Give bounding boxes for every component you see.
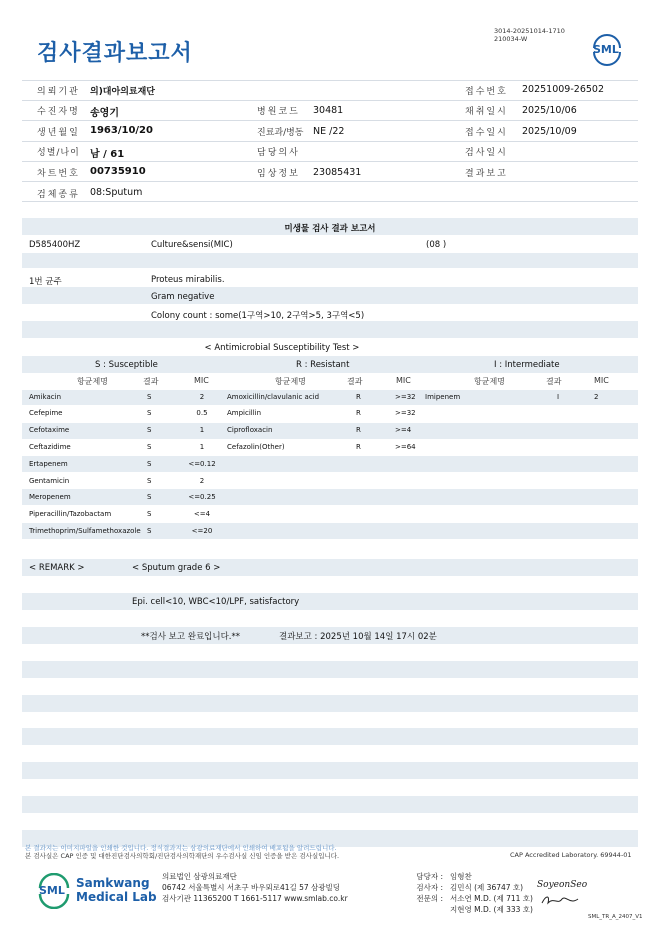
- ast-row-result: S: [147, 510, 152, 518]
- col-result-2: 결과: [347, 377, 363, 386]
- dob-label: 생년월일: [37, 128, 80, 138]
- col-drug-2: 항균제명: [275, 377, 306, 386]
- signature-scribble: [540, 892, 580, 911]
- org-address: 06742 서울특별시 서초구 바우뫼로41길 57 삼광빌딩: [162, 883, 341, 892]
- brand-line1: Samkwang: [76, 876, 150, 890]
- org-info: [162, 871, 348, 904]
- col-drug-1: 항균제명: [77, 377, 108, 386]
- ast-row-mic: <=4: [193, 510, 211, 518]
- clinical-label: 임상정보: [257, 169, 300, 179]
- org-name: 의료법인 삼광의료재단: [162, 872, 237, 881]
- specialist-name-1: 서소연 M.D. (제 711 호): [450, 894, 533, 903]
- ast-row-drug: Ciprofloxacin: [227, 426, 273, 434]
- ast-row-result: I: [557, 393, 560, 401]
- ast-row-drug: Ertapenem: [29, 460, 68, 468]
- document-id: [494, 27, 565, 43]
- ast-row-drug: Amikacin: [29, 393, 62, 401]
- ast-row-result: S: [147, 493, 152, 501]
- clinical-value: 23085431: [313, 167, 362, 178]
- signature-specialist: SoyeonSeo: [537, 880, 588, 890]
- test-specimen-code: (08 ): [426, 240, 447, 250]
- ast-row-result: S: [147, 426, 152, 434]
- ast-row-mic: 2: [199, 477, 205, 485]
- brand-line2: Medical Lab: [76, 890, 157, 904]
- requester-value: 의)대아의료재단: [90, 87, 155, 97]
- ast-row-result: R: [356, 409, 361, 417]
- brand-name: [76, 876, 157, 904]
- legend-resistant: R : Resistant: [296, 360, 350, 370]
- colony-count: Colony count : some(1구역>10, 2구역>5, 3구역<5): [151, 311, 365, 321]
- col-mic-1: MIC: [194, 376, 209, 385]
- ast-row-mic: >=32: [395, 409, 416, 417]
- exam-date-label: 검사일시: [465, 148, 508, 158]
- hospital-code-label: 병원코드: [257, 107, 300, 117]
- notice-image-print: 본 결과지는 이미지파일을 인쇄한 것입니다. 정식결과지는 삼광의료재단에서 인쇄하여 배포됨을 알려드립니다.: [25, 844, 337, 852]
- micro-section-title: 미생물 검사 결과 보고서: [284, 224, 376, 234]
- requester-label: 의뢰기관: [37, 87, 80, 97]
- form-code: SML_TR_A_2407_V1: [588, 914, 643, 920]
- ast-row-mic: >=32: [395, 393, 416, 401]
- sml-footer-logo: [36, 873, 72, 909]
- test-code: D585400HZ: [29, 240, 81, 250]
- ast-row-drug: Cefazolin(Other): [227, 443, 285, 451]
- sml-footer-logo-text: SML: [39, 884, 65, 897]
- ast-row-result: R: [356, 443, 361, 451]
- receipt-no-value: 20251009-26502: [522, 84, 605, 95]
- ast-row-drug: Trimethoprim/Sulfamethoxazole: [29, 527, 141, 535]
- ast-title: < Antimicrobial Susceptibility Test >: [204, 343, 360, 353]
- ast-row-result: R: [356, 393, 361, 401]
- ast-row-mic: >=4: [395, 426, 412, 434]
- specimen-value: 08:Sputum: [90, 187, 143, 198]
- chart-label: 차트번호: [37, 169, 80, 179]
- legend-intermediate: I : Intermediate: [494, 360, 560, 370]
- patient-label: 수진자명: [37, 107, 80, 117]
- ast-row-mic: <=20: [191, 527, 213, 535]
- ast-row-result: S: [147, 409, 152, 417]
- ast-row-result: S: [147, 477, 152, 485]
- ast-row-mic: <=0.25: [188, 493, 216, 501]
- ast-row-mic: 1: [199, 443, 205, 451]
- ast-row-drug: Gentamicin: [29, 477, 70, 485]
- dept-value: NE /22: [313, 126, 345, 137]
- ast-row-drug: Imipenem: [425, 393, 461, 401]
- specialist-label: 전문의 :: [416, 894, 443, 903]
- ast-row-result: S: [147, 393, 152, 401]
- dob-value: 1963/10/20: [90, 125, 153, 136]
- col-result-3: 결과: [546, 377, 562, 386]
- report-label: 결과보고: [465, 169, 508, 179]
- col-drug-3: 항균제명: [474, 377, 505, 386]
- receipt-no-label: 접수번호: [465, 87, 508, 97]
- isolate-label: 1번 균주: [29, 277, 62, 287]
- receipt-date-label: 접수일시: [465, 128, 508, 138]
- col-result-1: 결과: [143, 377, 159, 386]
- gram-stain: Gram negative: [151, 292, 215, 302]
- ast-row-drug: Meropenem: [29, 493, 71, 501]
- ast-row-result: S: [147, 460, 152, 468]
- receipt-date-value: 2025/10/09: [522, 126, 577, 137]
- remark-detail: Epi. cell<10, WBC<10/LPF, satisfactory: [132, 597, 300, 607]
- ast-row-drug: Amoxicillin/clavulanic acid: [227, 393, 320, 401]
- document-id-line1: 3014-20251014-1710: [494, 27, 565, 35]
- staff-labels: [413, 871, 443, 904]
- collect-date-value: 2025/10/06: [522, 105, 577, 116]
- ast-row-result: S: [147, 527, 152, 535]
- report-timestamp: 결과보고 : 2025년 10월 14일 17시 02분: [279, 632, 437, 642]
- organism-name: Proteus mirabilis.: [151, 275, 225, 285]
- sml-logo-text: SML: [593, 43, 619, 56]
- remark-grade: < Sputum grade 6 >: [132, 563, 221, 573]
- manager-name: 임형찬: [450, 872, 472, 881]
- staff-names: [450, 871, 533, 915]
- ast-row-mic: 0.5: [196, 409, 208, 417]
- sex-age-value: 남 / 61: [90, 149, 125, 160]
- collect-date-label: 채취일시: [465, 107, 508, 117]
- ast-row-result: S: [147, 443, 152, 451]
- ast-row-result: R: [356, 426, 361, 434]
- sex-age-label: 성별/나이: [37, 148, 80, 158]
- ast-row-mic: 2: [199, 393, 205, 401]
- tester-name: 김민식 (제 36747 호): [450, 883, 524, 892]
- col-mic-3: MIC: [594, 376, 609, 385]
- complete-message: **검사 보고 완료입니다.**: [141, 632, 241, 642]
- col-mic-2: MIC: [396, 376, 411, 385]
- specialist-name-2: 지현영 M.D. (제 333 호): [450, 905, 533, 914]
- doctor-label: 담당의사: [257, 148, 300, 158]
- legend-susceptible: S : Susceptible: [95, 360, 158, 370]
- ast-row-drug: Piperacillin/Tazobactam: [29, 510, 112, 518]
- document-id-line2: 210034-W: [494, 35, 528, 43]
- specimen-label: 검체종류: [37, 190, 80, 200]
- test-name: Culture&sensi(MIC): [151, 240, 233, 250]
- org-contact: 검사기관 11365200 T 1661-5117 www.smlab.co.kr: [162, 894, 348, 903]
- ast-row-mic: >=64: [395, 443, 416, 451]
- page-title: 검사결과보고서: [37, 41, 193, 66]
- sml-logo: [590, 34, 624, 64]
- ast-row-drug: Cefotaxime: [29, 426, 70, 434]
- dept-label: 진료과/병동: [257, 128, 304, 138]
- patient-value: 송영기: [90, 108, 119, 119]
- ast-row-mic: <=0.12: [188, 460, 216, 468]
- notice-cap: 본 검사실은 CAP 인증 및 대한진단검사의학회/진단검사의학재단의 우수검사실 신임 인증을 받은 검사실입니다.: [25, 852, 340, 860]
- manager-label: 담당자 :: [416, 872, 443, 881]
- ast-row-drug: Cefepime: [29, 409, 63, 417]
- hospital-code-value: 30481: [313, 105, 344, 116]
- ast-row-mic: 1: [199, 426, 205, 434]
- ast-row-drug: Ceftazidime: [29, 443, 71, 451]
- cap-accreditation: CAP Accredited Laboratory. 69944-01: [510, 851, 632, 859]
- chart-value: 00735910: [90, 166, 146, 177]
- remark-label: < REMARK >: [29, 563, 85, 573]
- tester-label: 검사자 :: [416, 883, 443, 892]
- ast-row-drug: Ampicillin: [227, 409, 262, 417]
- ast-row-mic: 2: [594, 393, 599, 401]
